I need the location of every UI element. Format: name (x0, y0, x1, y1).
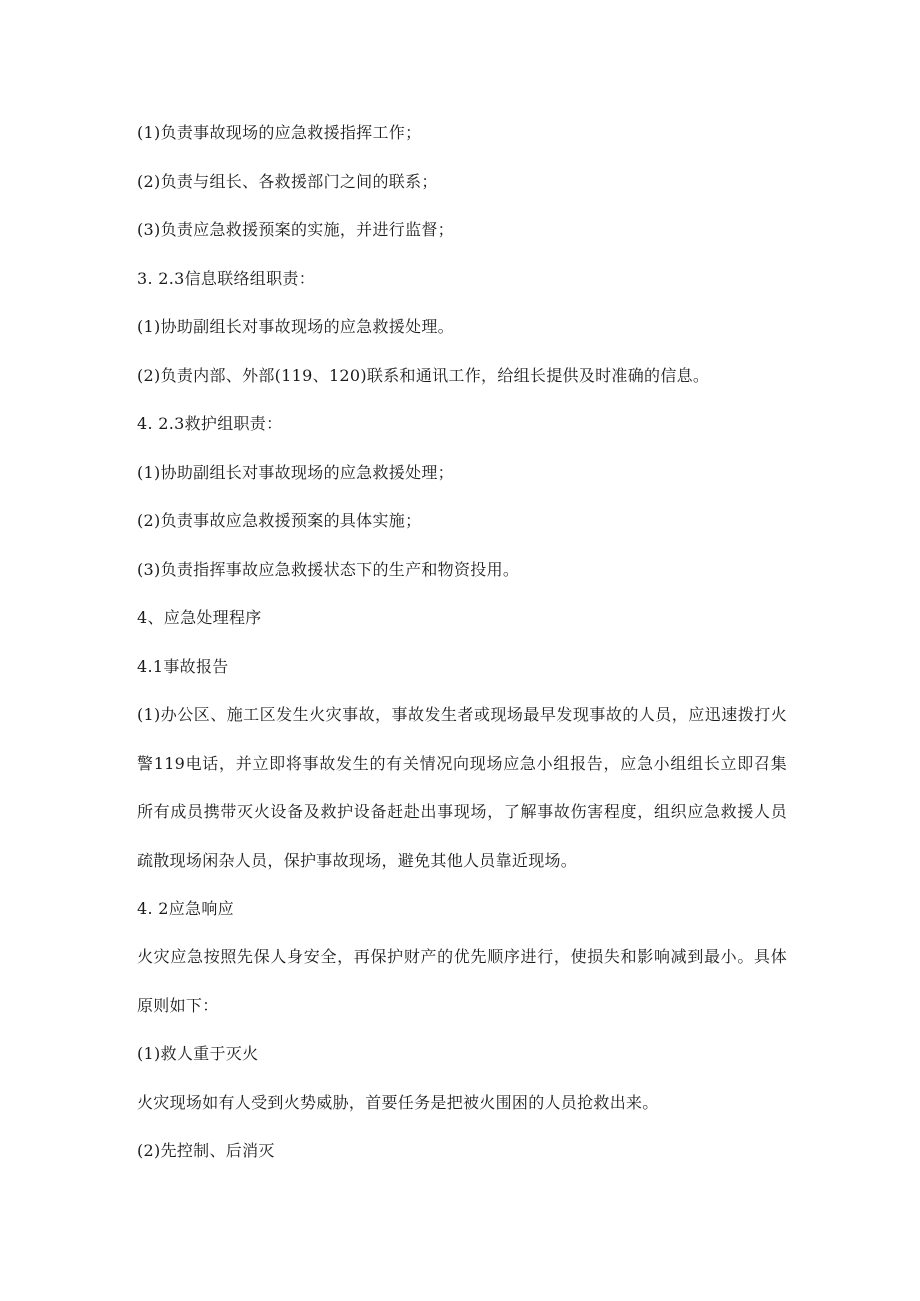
principle-1-text: 火灾现场如有人受到火势威胁，首要任务是把被火围困的人员抢救出来。 (137, 1093, 659, 1112)
info-duty-1: (1)协助副组长对事故现场的应急救援处理。 (137, 317, 454, 336)
section-heading-rescue-group: 4. 2.3救护组职责： (137, 414, 283, 433)
principle-2-title: (2)先控制、后消灭 (137, 1141, 275, 1160)
duty-line-1: (1)负责事故现场的应急救援指挥工作； (137, 123, 422, 142)
rescue-duty-3: (3)负责指挥事故应急救援状态下的生产和物资投用。 (137, 560, 520, 579)
duty-line-2: (2)负责与组长、各救援部门之间的联系； (137, 172, 438, 191)
info-duty-2: (2)负责内部、外部(119、120)联系和通讯工作，给组长提供及时准确的信息。 (137, 366, 710, 385)
duty-line-3: (3)负责应急救援预案的实施，并进行监督； (137, 220, 454, 239)
rescue-duty-1: (1)协助副组长对事故现场的应急救援处理； (137, 463, 454, 482)
section-heading-procedure: 4、应急处理程序 (137, 608, 262, 627)
section-heading-info-group: 3. 2.3信息联络组职责： (137, 269, 315, 288)
subsection-heading-report: 4.1事故报告 (137, 657, 229, 676)
report-paragraph: (1)办公区、施工区发生火灾事故，事故发生者或现场最早发现事故的人员，应迅速拨打火警119电话，并立即将事故发生的有关情况向现场应急小组报告，应急小组组长立即召集所有成员携带灭火设备及救护设备赶赴出事现场，了解事故伤害程度，组织应急救援人员疏散现场闲杂人员，保护事故现场，避免其他人员靠近现场。 (137, 705, 787, 870)
subsection-heading-response: 4. 2应急响应 (137, 899, 234, 918)
rescue-duty-2: (2)负责事故应急救援预案的具体实施； (137, 511, 422, 530)
response-paragraph: 火灾应急按照先保人身安全，再保护财产的优先顺序进行，使损失和影响减到最小。具体原则如下： (137, 947, 787, 1015)
principle-1-title: (1)救人重于灭火 (137, 1044, 259, 1063)
